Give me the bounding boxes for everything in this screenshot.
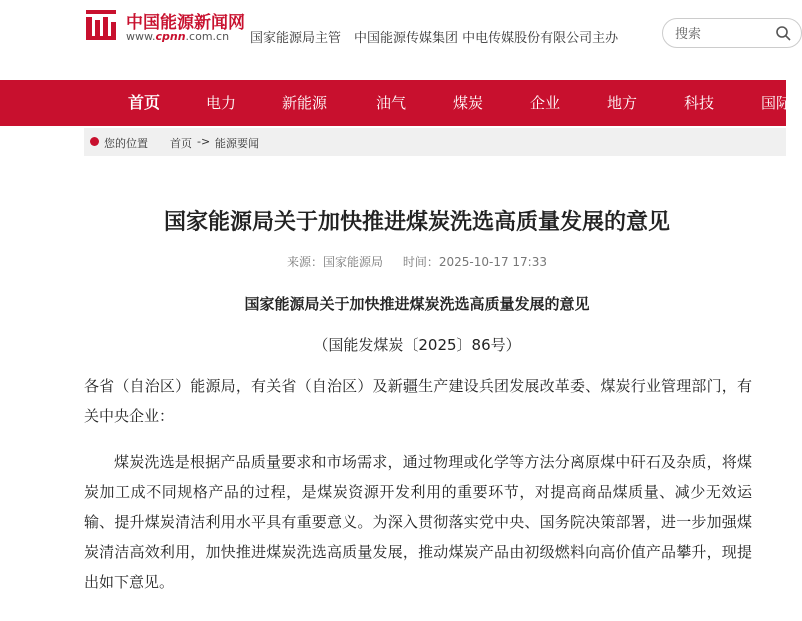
- nav-item-tech[interactable]: 科技: [684, 94, 715, 112]
- location-dot-icon: [90, 137, 99, 146]
- nav-item-enterprise[interactable]: 企业: [530, 94, 561, 112]
- logo-text-cn: 中国能源新闻网: [126, 13, 245, 33]
- logo-en-prefix: www.: [126, 30, 156, 43]
- nav-item-home[interactable]: 首页: [128, 93, 161, 112]
- article-meta: [84, 253, 750, 270]
- article-paragraph: 各省（自治区）能源局，有关省（自治区）及新疆生产建设兵团发展改革委、煤炭行业管理部门，有关中央企业：: [84, 377, 752, 425]
- search-box[interactable]: [662, 18, 802, 48]
- article-subtitle: 国家能源局关于加快推进煤炭洗选高质量发展的意见: [244, 295, 590, 313]
- breadcrumb-separator: ->: [197, 135, 211, 148]
- breadcrumb-label: 您的位置: [104, 137, 148, 150]
- logo-text-en: [126, 30, 229, 43]
- article-source: 来源：国家能源局: [287, 255, 384, 269]
- article-title: 国家能源局关于加快推进煤炭洗选高质量发展的意见: [163, 210, 670, 235]
- logo-en-suffix: .com.cn: [185, 30, 230, 43]
- search-input[interactable]: [673, 24, 777, 44]
- site-logo[interactable]: [84, 6, 244, 48]
- breadcrumb: [84, 128, 786, 156]
- nav-item-oil-gas[interactable]: 油气: [376, 94, 407, 112]
- breadcrumb-home-link[interactable]: 首页: [170, 137, 192, 150]
- logo-mark-icon: [84, 8, 118, 42]
- document-number: （国能发煤炭〔2025〕86号）: [313, 336, 521, 354]
- breadcrumb-current-link[interactable]: 能源要闻: [215, 137, 259, 150]
- sponsor-text: 国家能源局主管 中国能源传媒集团 中电传媒股份有限公司主办: [250, 31, 619, 46]
- main-nav: [0, 80, 792, 126]
- nav-item-power[interactable]: 电力: [206, 94, 237, 112]
- nav-item-new-energy[interactable]: 新能源: [282, 94, 328, 112]
- site-header: [0, 0, 786, 80]
- logo-en-brand: cpnn: [155, 30, 186, 43]
- nav-item-coal[interactable]: 煤炭: [453, 94, 484, 112]
- article-time: 时间：2025-10-17 17:33: [402, 255, 547, 269]
- search-icon[interactable]: [775, 25, 791, 41]
- nav-item-local[interactable]: 地方: [607, 94, 638, 112]
- nav-item-international[interactable]: 国际: [761, 94, 792, 112]
- article-paragraph: 煤炭洗选是根据产品质量要求和市场需求，通过物理或化学等方法分离原煤中矸石及杂质，将煤炭加工成不同规格产品的过程，是煤炭资源开发利用的重要环节，对提高商品煤质量、减少无效运输、提升煤炭清洁利用水平具有重要意义。为深入贯彻落实党中央、国务院决策部署，进一步加强煤炭清洁高效利用，加快推进煤炭洗选高质量发展，推动煤炭产品由初级燃料向高价值产品攀升，现提出如下意见。: [84, 453, 752, 591]
